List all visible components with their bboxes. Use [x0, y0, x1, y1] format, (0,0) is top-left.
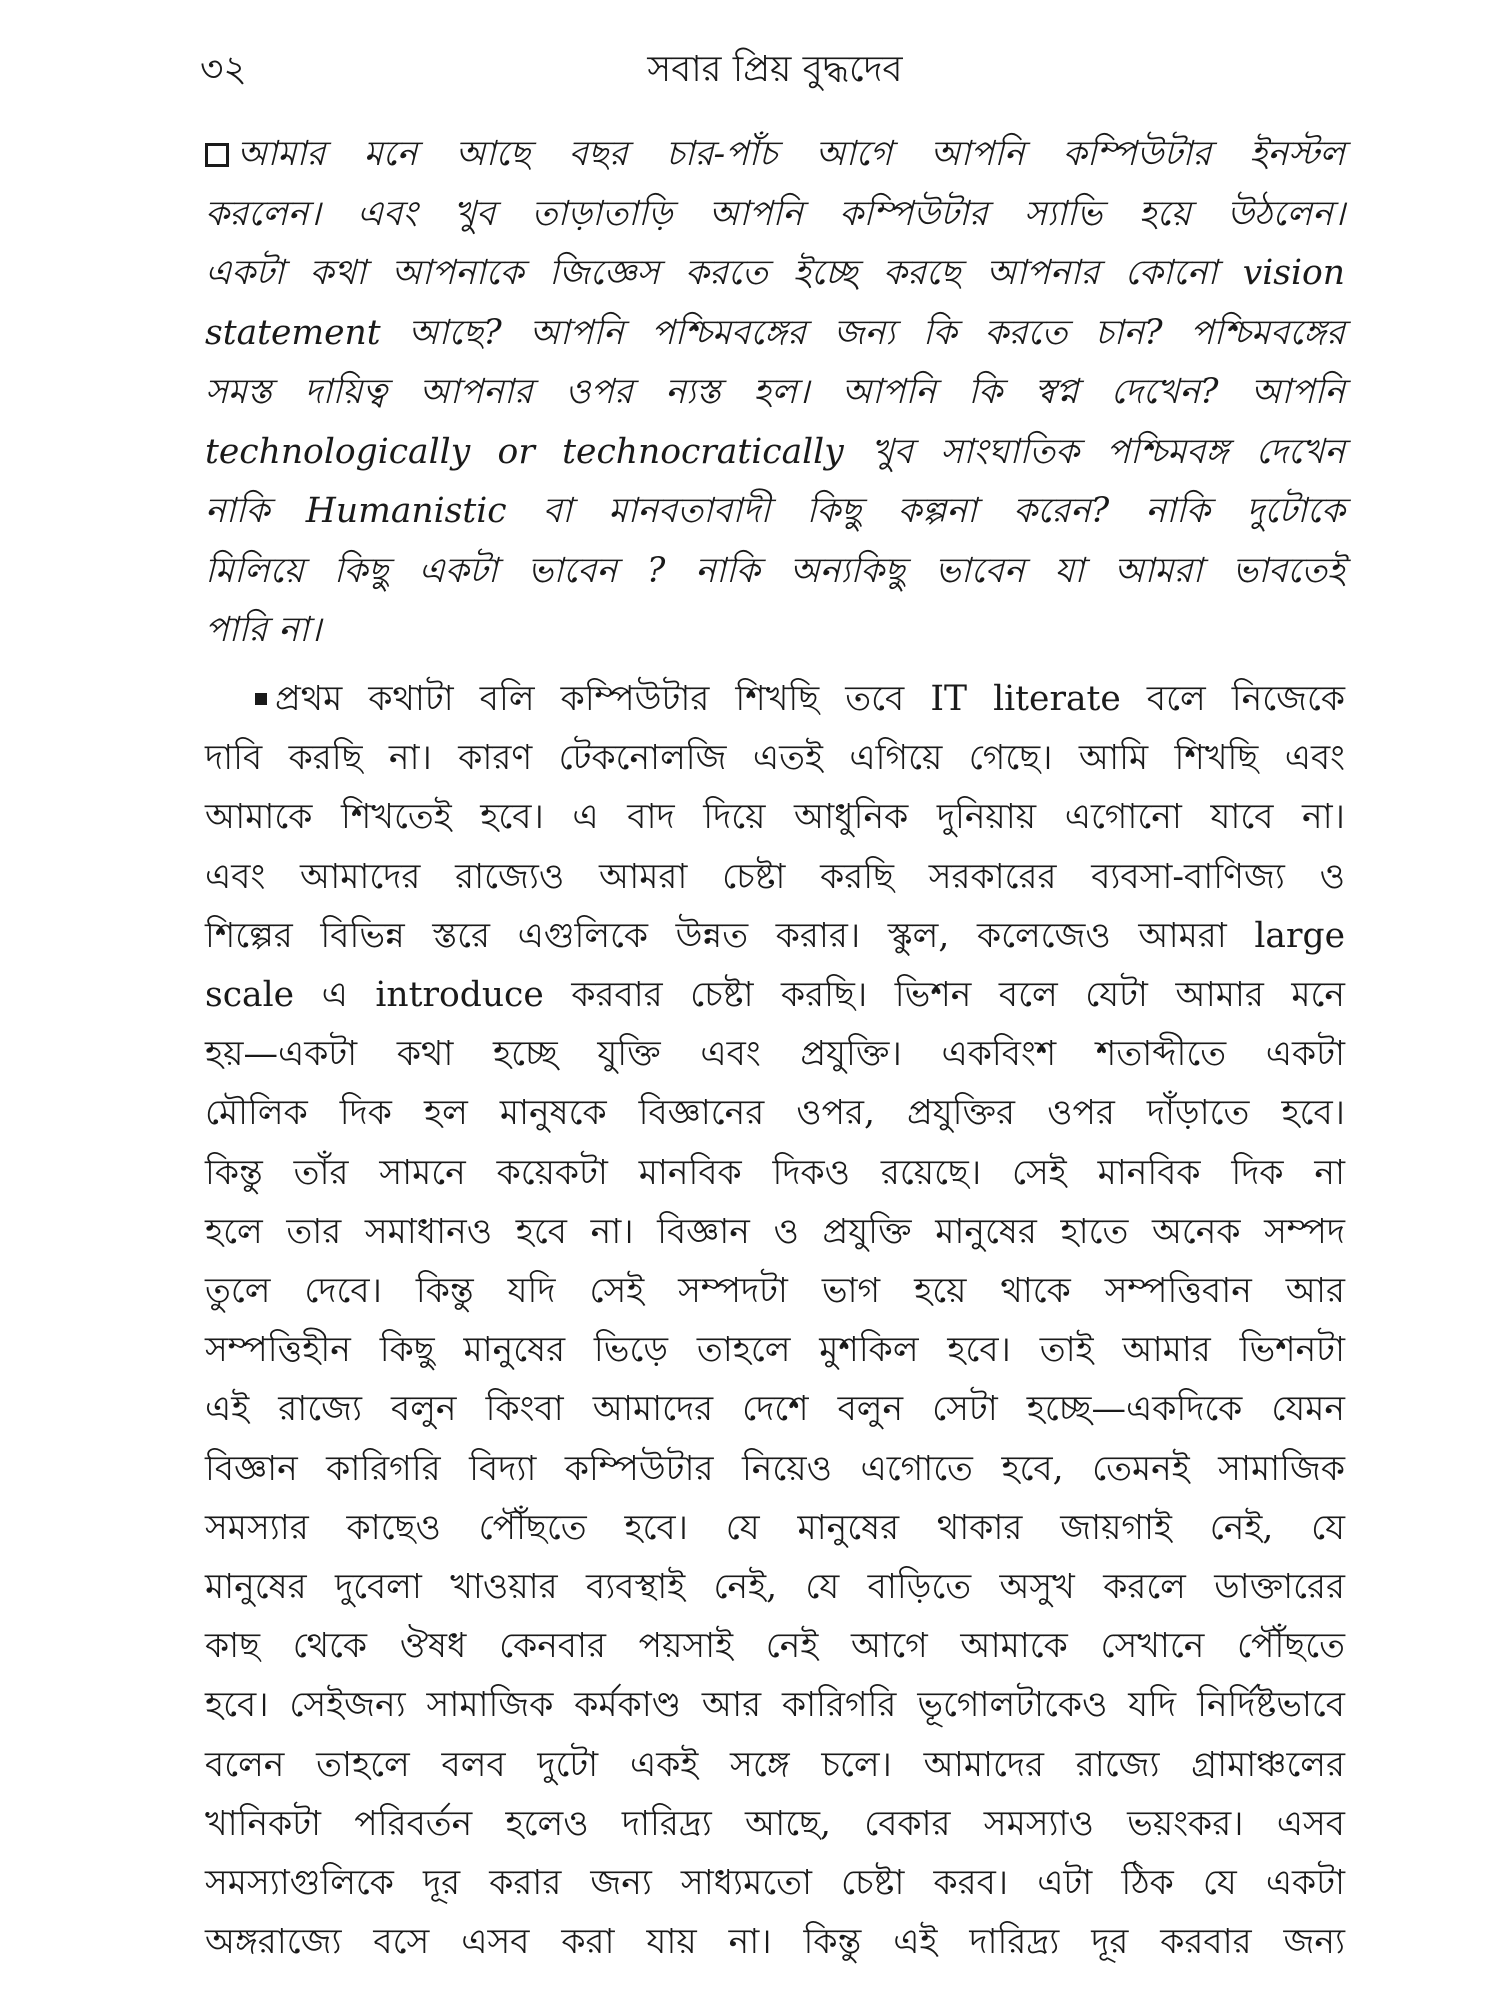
answer-line — [205, 670, 1345, 729]
answer-line: কিন্তু তাঁর সামনে কয়েকটা মানবিক দিকও রয়েছে। সেই মানবিক দিক না — [205, 1152, 1345, 1193]
answer-line: তুলে দেবে। কিন্তু যদি সেই সম্পদটা ভাগ হয়ে থাকে সম্পত্তিবান আর — [205, 1271, 1345, 1312]
page-header — [200, 40, 1350, 100]
question-line: পারি না। — [205, 610, 322, 650]
answer-paragraph — [205, 670, 1345, 1972]
question-line: একটা কথা আপনাকে জিজ্ঞেস করতে ইচ্ছে করছে আপনার কোনো vision — [205, 253, 1345, 293]
answer-line: এবং আমাদের রাজ্যেও আমরা চেষ্টা করছি সরকারের ব্যবসা-বাণিজ্য ও — [205, 856, 1345, 897]
question-paragraph — [205, 125, 1345, 661]
question-line — [205, 125, 1345, 185]
answer-line: এই রাজ্যে বলুন কিংবা আমাদের দেশে বলুন সেটা হচ্ছে—একদিকে যেমন — [205, 1389, 1345, 1430]
answer-line: সমস্যার কাছেও পৌঁছতে হবে। যে মানুষের থাকার জায়গাই নেই, যে — [205, 1507, 1345, 1548]
question-line: technologically or technocratically খুব সাংঘাতিক পশ্চিমবঙ্গ দেখেন — [205, 431, 1345, 472]
question-line: statement আছে? আপনি পশ্চিমবঙ্গের জন্য কি করতে চান? পশ্চিমবঙ্গের — [205, 312, 1345, 353]
question-line: নাকি Humanistic বা মানবতাবাদী কিছু কল্পনা করেন? নাকি দুটোকে — [205, 491, 1345, 531]
question-line: করলেন। এবং খুব তাড়াতাড়ি আপনি কম্পিউটার স্যাভি হয়ে উঠলেন। — [205, 193, 1345, 234]
answer-line: আমাকে শিখতেই হবে। এ বাদ দিয়ে আধুনিক দুনিয়ায় এগোনো যাবে না। — [205, 797, 1345, 838]
answer-line: কাছ থেকে ঔষধ কেনবার পয়সাই নেই আগে আমাকে সেখানে পৌঁছতে — [205, 1626, 1345, 1667]
question-line: মিলিয়ে কিছু একটা ভাবেন ? নাকি অন্যকিছু ভাবেন যা আমরা ভাবতেই — [205, 550, 1345, 591]
answer-line-text: প্রথম কথাটা বলি কম্পিউটার শিখছি তবে IT literate বলে নিজেকে — [275, 679, 1345, 719]
question-line: সমস্ত দায়িত্ব আপনার ওপর ন্যস্ত হল। আপনি কি স্বপ্ন দেখেন? আপনি — [205, 372, 1345, 412]
answer-line: সম্পত্তিহীন কিছু মানুষের ভিড়ে তাহলে মুশকিল হবে। তাই আমার ভিশনটা — [205, 1330, 1345, 1371]
question-box-icon — [205, 143, 229, 167]
answer-line: হয়—একটা কথা হচ্ছে যুক্তি এবং প্রযুক্তি। একবিংশ শতাব্দীতে একটা — [205, 1034, 1345, 1075]
answer-line: খানিকটা পরিবর্তন হলেও দারিদ্র্য আছে, বেকার সমস্যাও ভয়ংকর। এসব — [205, 1803, 1345, 1844]
answer-line: মানুষের দুবেলা খাওয়ার ব্যবস্থাই নেই, যে বাড়িতে অসুখ করলে ডাক্তারের — [205, 1567, 1345, 1608]
question-line-text: আমার মনে আছে বছর চার-পাঁচ আগে আপনি কম্পিউটার ইনস্টল — [237, 134, 1345, 174]
answer-line: হলে তার সমাধানও হবে না। বিজ্ঞান ও প্রযুক্তি মানুষের হাতে অনেক সম্পদ — [205, 1211, 1345, 1252]
running-title: সবার প্রিয় বুদ্ধদেব — [647, 49, 903, 90]
answer-line: শিল্পের বিভিন্ন স্তরে এগুলিকে উন্নত করার। স্কুল, কলেজেও আমরা large — [205, 915, 1345, 956]
answer-line: মৌলিক দিক হল মানুষকে বিজ্ঞানের ওপর, প্রযুক্তির ওপর দাঁড়াতে হবে। — [205, 1093, 1345, 1134]
answer-line: বিজ্ঞান কারিগরি বিদ্যা কম্পিউটার নিয়েও এগোতে হবে, তেমনই সামাজিক — [205, 1448, 1345, 1489]
answer-line: scale এ introduce করবার চেষ্টা করছি। ভিশন বলে যেটা আমার মনে — [205, 975, 1345, 1016]
answer-line: হবে। সেইজন্য সামাজিক কর্মকাণ্ড আর কারিগরি ভূগোলটাকেও যদি নির্দিষ্টভাবে — [205, 1685, 1345, 1726]
page-number: ৩২ — [200, 49, 247, 90]
answer-line: বলেন তাহলে বলব দুটো একই সঙ্গে চলে। আমাদের রাজ্যে গ্রামাঞ্চলের — [205, 1744, 1345, 1785]
answer-bullet-icon — [255, 693, 267, 705]
answer-line: সমস্যাগুলিকে দূর করার জন্য সাধ্যমতো চেষ্টা করব। এটা ঠিক যে একটা — [205, 1863, 1345, 1904]
answer-line: অঙ্গরাজ্যে বসে এসব করা যায় না। কিন্তু এই দারিদ্র্য দূর করবার জন্য — [205, 1922, 1345, 1963]
answer-line: দাবি করছি না। কারণ টেকনোলজি এতই এগিয়ে গেছে। আমি শিখছি এবং — [205, 738, 1345, 779]
